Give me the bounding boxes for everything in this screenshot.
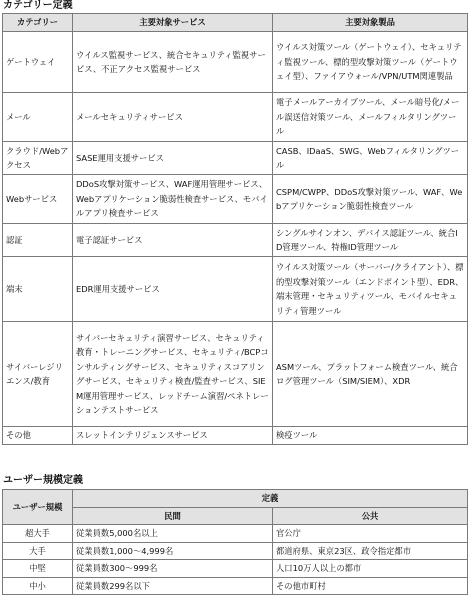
user-table-header-2: [3, 507, 468, 525]
row-category: サイバーレジリエンス/教育: [3, 322, 73, 427]
row-products: CASB、IDaaS、SWG、Webフィルタリングツール: [273, 142, 468, 175]
row-services: DDoS攻撃対策サービス、WAF運用管理サービス、Webアプリケーション脆弱性検査サービス、モバイルアプリ検査サービス: [73, 175, 273, 224]
row-services: スレットインテリジェンスサービス: [73, 427, 273, 445]
row-category: 端末: [3, 257, 73, 322]
table-row: [3, 93, 468, 142]
row-products: CSPM/CWPP、DDoS攻撃対策ツール、WAF、Webアプリケーション脆弱性検査ツール: [273, 175, 468, 224]
table-row: [3, 257, 468, 322]
row-services: EDR運用支援サービス: [73, 257, 273, 322]
table-row: [3, 542, 468, 560]
row-scale: 超大手: [3, 525, 73, 543]
row-category: クラウド/Webアクセス: [3, 142, 73, 175]
category-table-header: [3, 14, 468, 32]
row-category: Webサービス: [3, 175, 73, 224]
row-public: 官公庁: [273, 525, 468, 543]
header-products: 主要対象製品: [273, 14, 468, 32]
table-row: [3, 142, 468, 175]
header-private: 民間: [73, 507, 273, 525]
row-public: その他市町村: [273, 577, 468, 595]
table-row: [3, 560, 468, 578]
table-row: [3, 32, 468, 93]
table-row: [3, 577, 468, 595]
row-scale: 中堅: [3, 560, 73, 578]
category-section-title: カテゴリー定義: [3, 0, 73, 11]
header-public: 公共: [273, 507, 468, 525]
row-public: 都道府県、東京23区、政令指定都市: [273, 542, 468, 560]
user-section-title: ユーザー規模定義: [3, 475, 83, 486]
row-category: メール: [3, 93, 73, 142]
row-public: 人口10万人以上の都市: [273, 560, 468, 578]
table-row: [3, 224, 468, 257]
row-services: 電子認証サービス: [73, 224, 273, 257]
header-services: 主要対象サービス: [73, 14, 273, 32]
row-private: 従業員数1,000～4,999名: [73, 542, 273, 560]
table-row: [3, 427, 468, 445]
row-private: 従業員数299名以下: [73, 577, 273, 595]
row-products: ASMツール、プラットフォーム検査ツール、統合ログ管理ツール（SIM/SIEM）、XDR: [273, 322, 468, 427]
row-services: メールセキュリティサービス: [73, 93, 273, 142]
header-user-scale: ユーザー規模: [3, 490, 73, 525]
table-row: [3, 525, 468, 543]
row-private: 従業員数300～999名: [73, 560, 273, 578]
header-category: カテゴリー: [3, 14, 73, 32]
row-scale: 中小: [3, 577, 73, 595]
category-table: [2, 13, 468, 445]
header-definition: 定義: [73, 490, 468, 508]
row-services: SASE運用支援サービス: [73, 142, 273, 175]
table-row: [3, 175, 468, 224]
row-products: ウイルス対策ツール（サーバー/クライアント）、標的型攻撃対策ツール（エンドポイント型）、EDR、端末管理・セキュリティツール、モバイルセキュリティ管理ツール: [273, 257, 468, 322]
row-services: ウイルス監視サービス、統合セキュリティ監視サービス、不正アクセス監視サービス: [73, 32, 273, 93]
user-scale-table: [2, 489, 468, 595]
row-products: 検疫ツール: [273, 427, 468, 445]
row-category: 認証: [3, 224, 73, 257]
user-table-header-1: [3, 490, 468, 508]
row-private: 従業員数5,000名以上: [73, 525, 273, 543]
row-products: シングルサインオン、デバイス認証ツール、統合ID管理ツール、特権ID管理ツール: [273, 224, 468, 257]
row-products: ウイルス対策ツール（ゲートウェイ）、セキュリティ監視ツール、標的型攻撃対策ツール（ゲートウェイ型）、ファイアウォール/VPN/UTM関連製品: [273, 32, 468, 93]
row-category: ゲートウェイ: [3, 32, 73, 93]
row-services: サイバーセキュリティ演習サービス、セキュリティ教育・トレーニングサービス、セキュリティ/BCPコンサルティングサービス、セキュリティスコアリングサービス、セキュリティ検査/監査サービス、SIEM運用管理サービス、レッドチーム演習/ペネトレーションテストサービス: [73, 322, 273, 427]
table-row: [3, 322, 468, 427]
row-products: 電子メールアーカイブツール、メール暗号化/メール誤送信対策ツール、メールフィルタリングツール: [273, 93, 468, 142]
row-scale: 大手: [3, 542, 73, 560]
row-category: その他: [3, 427, 73, 445]
